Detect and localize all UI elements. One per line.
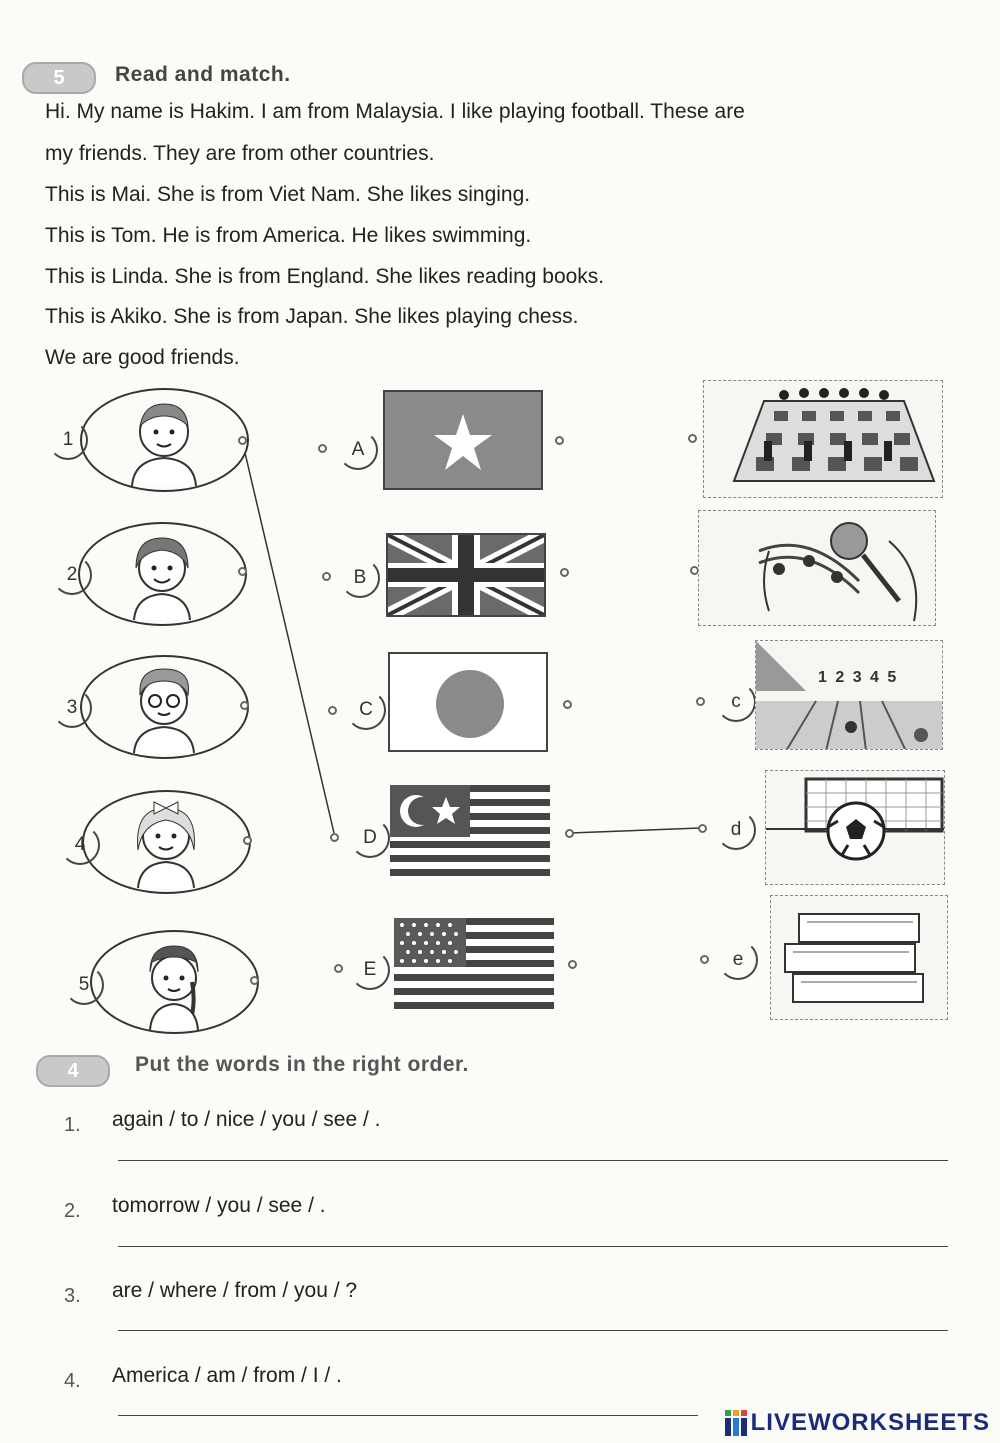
lane-numbers: 1 2 3 4 5 (818, 669, 899, 686)
person-number-3: 3 (52, 688, 92, 728)
hobby-dot-d[interactable] (698, 824, 707, 833)
section-4-title: Put the words in the right order. (135, 1053, 469, 1076)
flag-dot-left-E[interactable] (334, 964, 343, 973)
malaysia-flag-icon[interactable] (390, 785, 550, 880)
flag-dot-left-B[interactable] (322, 572, 331, 581)
liveworksheets-brand[interactable] (725, 1409, 990, 1437)
paragraph-line: This is Akiko. She is from Japan. She likes playing chess. (45, 305, 579, 328)
hobby-letter-e: e (718, 940, 758, 980)
flag-letter-A: A (338, 430, 378, 470)
answer-line-2[interactable] (118, 1246, 948, 1247)
question-text: America / am / from / I / . (112, 1364, 342, 1387)
books-stack-icon[interactable] (770, 895, 948, 1020)
answer-line-4[interactable] (118, 1415, 698, 1416)
boy-portrait-icon (82, 390, 247, 490)
person-oval-3[interactable] (80, 655, 249, 759)
question-number: 1. (64, 1114, 81, 1136)
vietnam-flag-icon[interactable] (383, 390, 543, 490)
person-oval-5[interactable] (90, 930, 259, 1034)
flag-letter-E: E (350, 950, 390, 990)
hobby-dot-c[interactable] (696, 697, 705, 706)
question-text: are / where / from / you / ? (112, 1279, 358, 1302)
japan-flag-icon[interactable] (388, 652, 548, 752)
question-number: 2. (64, 1200, 81, 1222)
football-goal-icon[interactable] (765, 770, 945, 885)
flag-dot-right-A[interactable] (555, 436, 564, 445)
person-oval-4[interactable] (82, 790, 251, 894)
flag-dot-right-D[interactable] (565, 829, 574, 838)
paragraph-line: Hi. My name is Hakim. I am from Malaysia. I like playing football. These are (45, 100, 745, 123)
section-5-number: 5 (53, 66, 65, 89)
boy-glasses-portrait-icon (82, 657, 247, 757)
person-oval-2[interactable] (78, 522, 247, 626)
person-number-4: 4 (60, 825, 100, 865)
section-5-title: Read and match. (115, 63, 291, 86)
question-text: tomorrow / you / see / . (112, 1194, 326, 1217)
section-4-number: 4 (67, 1059, 79, 1082)
match-line-D-d (570, 828, 700, 833)
paragraph-line: We are good friends. (45, 346, 240, 369)
answer-line-1[interactable] (118, 1160, 948, 1161)
flag-dot-left-C[interactable] (328, 706, 337, 715)
paragraph-line: my friends. They are from other countries. (45, 142, 435, 165)
person-dot-1[interactable] (238, 436, 247, 445)
question-number: 3. (64, 1285, 81, 1307)
hobby-dot-e[interactable] (700, 955, 709, 964)
question-number: 4. (64, 1370, 81, 1392)
paragraph-line: This is Linda. She is from England. She likes reading books. (45, 265, 605, 288)
flag-letter-B: B (340, 558, 380, 598)
chess-board-icon[interactable] (703, 380, 943, 498)
person-dot-4[interactable] (243, 836, 252, 845)
hobby-dot-a[interactable] (688, 434, 697, 443)
flag-letter-C: C (346, 690, 386, 730)
girl-portrait-icon (80, 524, 245, 624)
swimming-pool-icon[interactable] (755, 640, 943, 750)
paragraph-line: This is Mai. She is from Viet Nam. She likes singing. (45, 183, 531, 206)
match-line-1-D (242, 440, 334, 833)
person-number-5: 5 (64, 965, 104, 1005)
person-dot-5[interactable] (250, 976, 259, 985)
girl-braids-portrait-icon (92, 932, 257, 1032)
usa-flag-icon[interactable] (394, 918, 554, 1010)
uk-flag-icon[interactable] (386, 533, 546, 617)
person-dot-3[interactable] (240, 701, 249, 710)
flag-letter-D: D (350, 818, 390, 858)
liveworksheets-logo-icon (725, 1410, 747, 1436)
flag-dot-left-A[interactable] (318, 444, 327, 453)
hobby-letter-c: c (716, 682, 756, 722)
brand-name: LIVEWORKSHEETS (750, 1409, 990, 1436)
girl-bow-portrait-icon (84, 792, 249, 892)
person-number-1: 1 (48, 420, 88, 460)
person-oval-1[interactable] (80, 388, 249, 492)
person-dot-2[interactable] (238, 567, 247, 576)
paragraph-line: This is Tom. He is from America. He likes swimming. (45, 224, 532, 247)
answer-line-3[interactable] (118, 1330, 948, 1331)
flag-dot-right-E[interactable] (568, 960, 577, 969)
flag-dot-left-D[interactable] (330, 833, 339, 842)
section-4-badge (36, 1055, 110, 1087)
hobby-letter-d: d (716, 810, 756, 850)
singing-microphone-icon[interactable] (698, 510, 936, 626)
flag-dot-right-B[interactable] (560, 568, 569, 577)
person-number-2: 2 (52, 555, 92, 595)
question-text: again / to / nice / you / see / . (112, 1108, 381, 1131)
flag-dot-right-C[interactable] (563, 700, 572, 709)
